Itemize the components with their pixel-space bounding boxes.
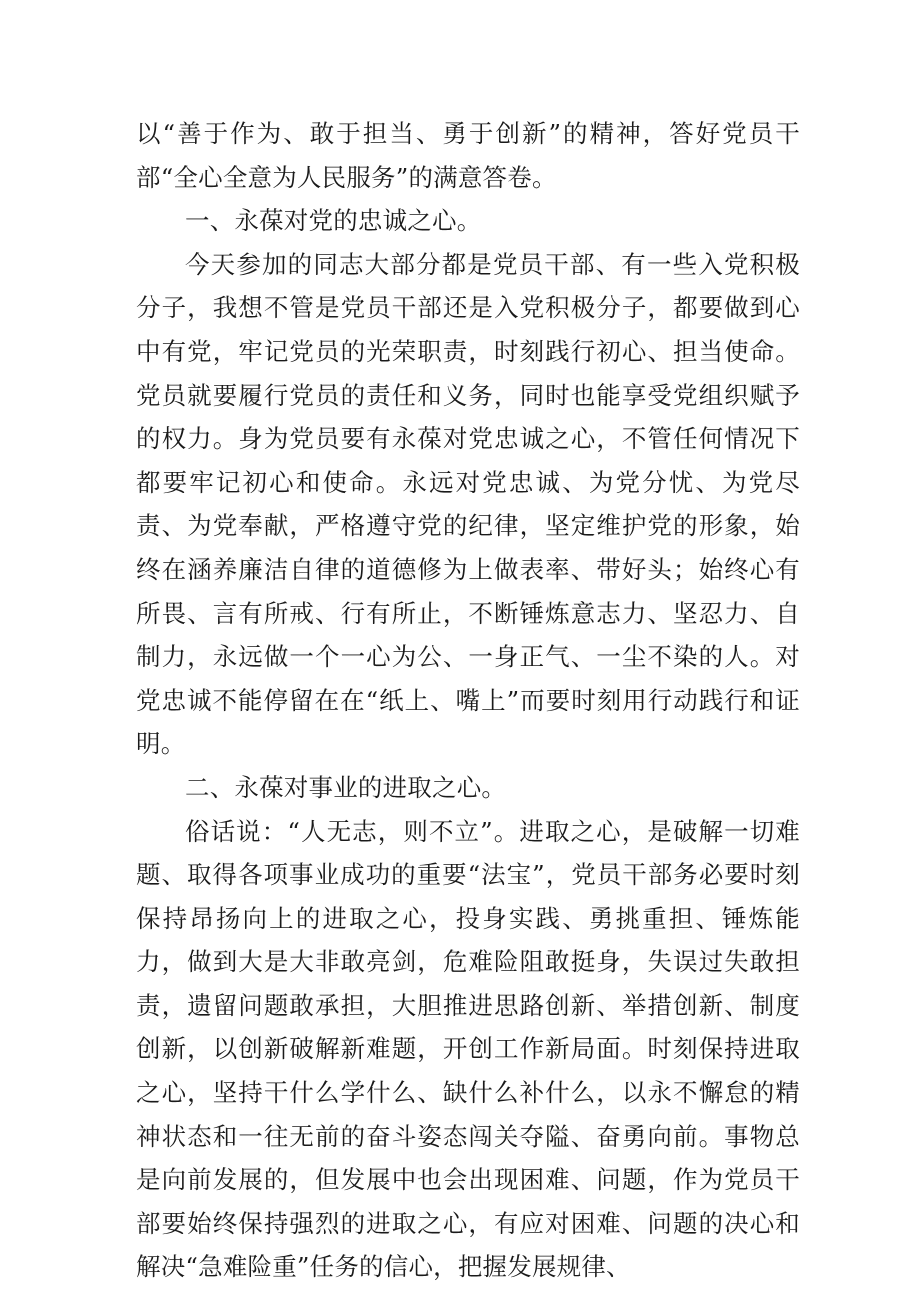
paragraph-continuation: 以“善于作为、敢于担当、勇于创新”的精神，答好党员干部“全心全意为人民服务”的满意答卷。	[136, 119, 800, 192]
paragraph-loyalty: 今天参加的同志大部分都是党员干部、有一些入党积极分子，我想不管是党员干部还是入党积极分子，都要做到心中有党，牢记党员的光荣职责，时刻践行初心、担当使命。党员就要履行党员的责任和义务，同时也能享受党组织赋予的权力。身为党员要有永葆对党忠诚之心，不管任何情况下都要牢记初心和使命。永远对党忠诚、为党分忧、为党尽责、为党奉献，严格遵守党的纪律，坚定维护党的形象，始终在涵养廉洁自律的道德修为上做表率、带好头；始终心有所畏、言有所戒、行有所止，不断锤炼意志力、坚忍力、自制力，永远做一个一心为公、一身正气、一尘不染的人。对党忠诚不能停留在在“纸上、嘴上”而要时刻用行动践行和证明。	[136, 249, 800, 759]
section-heading-loyalty: 一、永葆对党的忠诚之心。	[185, 206, 482, 236]
document-body	[136, 112, 800, 1289]
section-heading-enterprise: 二、永葆对事业的进取之心。	[185, 772, 507, 802]
paragraph-enterprise: 俗话说：“人无志，则不立”。进取之心，是破解一切难题、取得各项事业成功的重要“法宝”，党员干部务必要时刻保持昂扬向上的进取之心，投身实践、勇挑重担、锤炼能力，做到大是大非敢亮剑，危难险阻敢挺身，失误过失敢担责，遗留问题敢承担，大胆推进思路创新、举措创新、制度创新，以创新破解新难题，开创工作新局面。时刻保持进取之心，坚持干什么学什么、缺什么补什么，以永不懈怠的精神状态和一往无前的奋斗姿态闯关夺隘、奋勇向前。事物总是向前发展的，但发展中也会出现困难、问题，作为党员干部要始终保持强烈的进取之心，有应对困难、问题的决心和解决“急难险重”任务的信心，把握发展规律、	[136, 816, 800, 1282]
